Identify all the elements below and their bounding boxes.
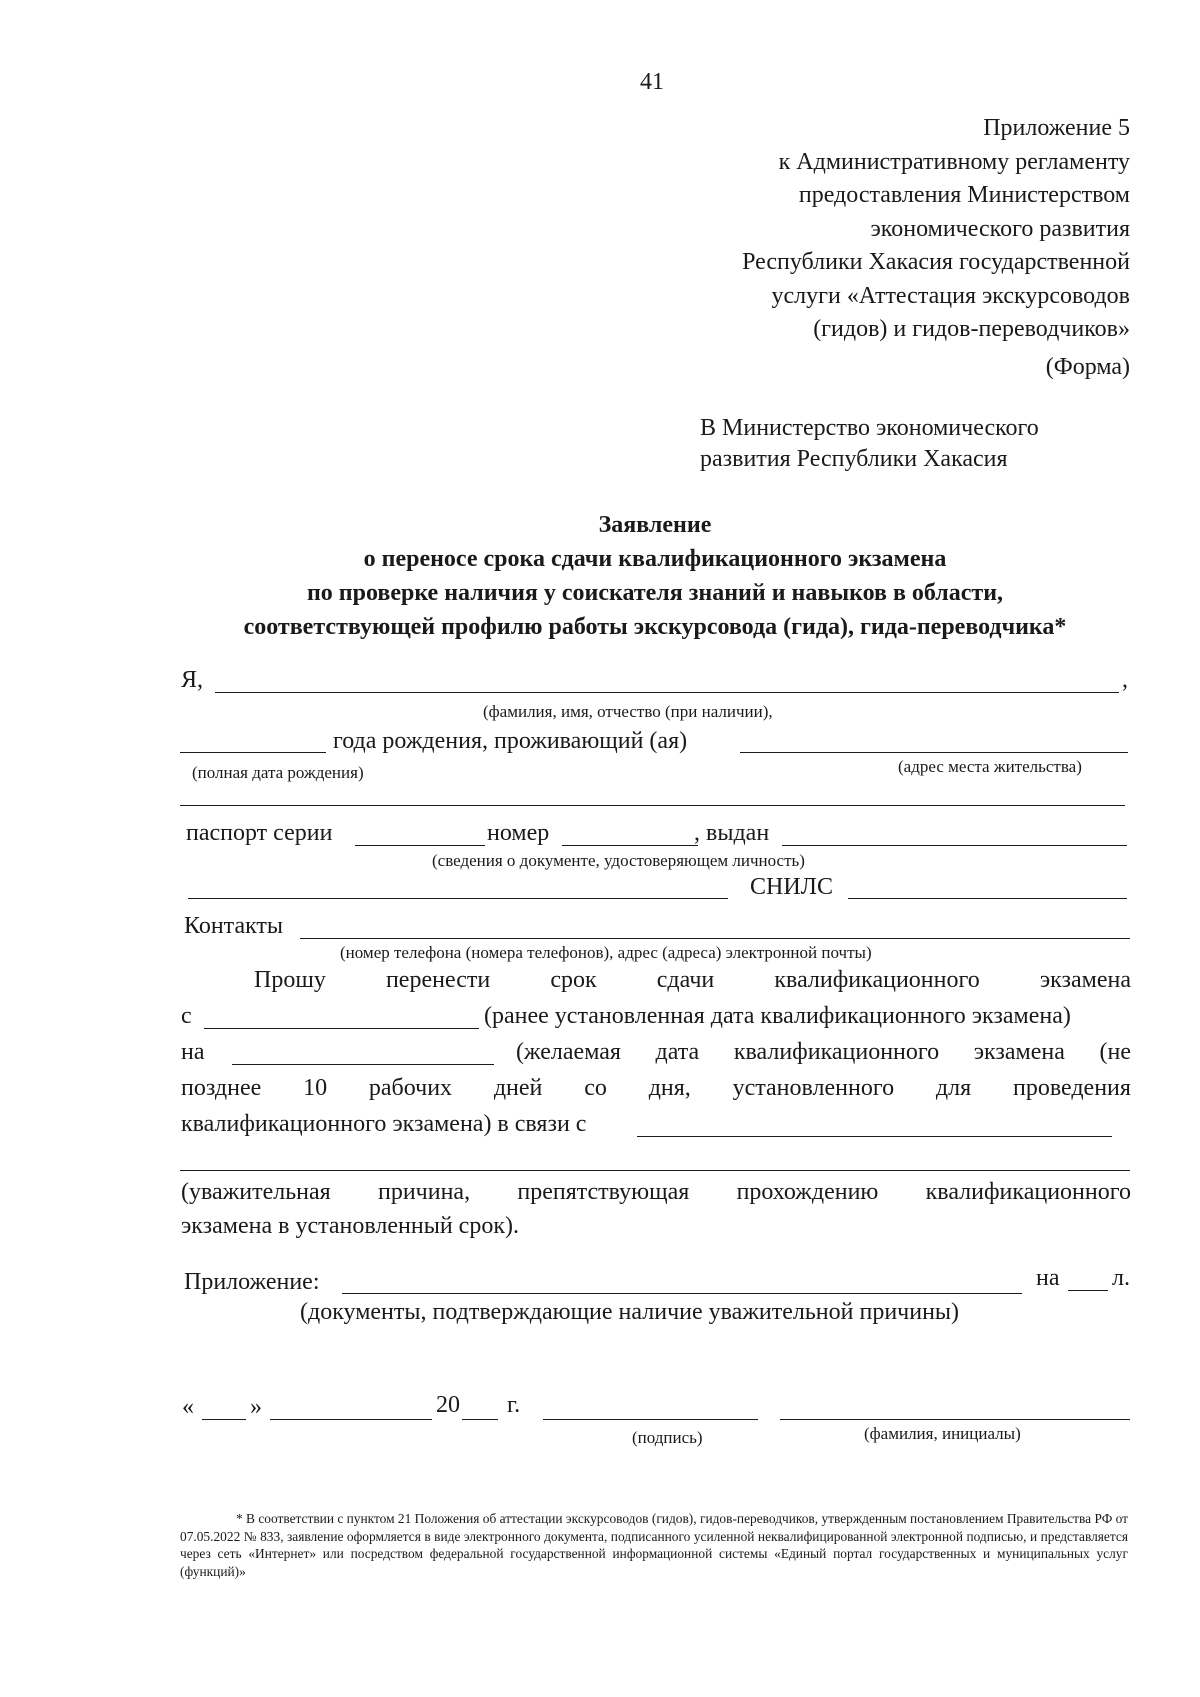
year-suffix: г. <box>507 1392 521 1418</box>
old-date-line[interactable] <box>204 1028 479 1029</box>
document-title <box>0 508 1200 644</box>
reason-hint-end: экзамена в установленный срок). <box>181 1213 519 1239</box>
title-line: по проверке наличия у соискателя знаний и навыков в области, <box>306 580 1004 606</box>
contacts-hint: (номер телефона (номера телефонов), адрес (адреса) электронной почты) <box>340 943 872 962</box>
to-hint-word: дата <box>655 1039 700 1065</box>
title-line: соответствующей профилю работы экскурсовода (гида), гида-переводчика* <box>243 614 1067 640</box>
passport-issued-label: , выдан <box>694 820 770 846</box>
reason-hint-word: (уважительная <box>181 1179 331 1205</box>
from-label: с <box>181 1003 192 1029</box>
attachment-l: л. <box>1112 1265 1130 1291</box>
appendix-line: экономического развития <box>870 215 1130 242</box>
reason-hint-word: квалификационного <box>925 1179 1131 1205</box>
attachment-na: на <box>1036 1265 1060 1291</box>
deadline-word: для <box>935 1075 972 1101</box>
deadline-word: дней <box>493 1075 543 1101</box>
contacts-label: Контакты <box>184 913 284 939</box>
day-line[interactable] <box>202 1419 246 1420</box>
to-label: на <box>181 1039 205 1065</box>
passport-hint: (сведения о документе, удостоверяющем личность) <box>432 851 805 870</box>
reason-line-2[interactable] <box>180 1170 1130 1171</box>
ya-label: Я, <box>181 667 204 693</box>
deadline-word: 10 <box>303 1075 328 1101</box>
footnote: * В соответствии с пунктом 21 Положения об аттестации экскурсоводов (гидов), гидов-переводчиков, утвержденным постановлением Правительства РФ от 07.05.2022 № 833, заявление оформляется в виде электронного документа, подписанного усиленной неквалифицированной электронной подписью, и представляется через сеть «Интернет» или посредством федеральной государственной информационной системы «Единый портал государственных и муниципальных услуг (функций)» <box>180 1511 1128 1579</box>
new-date-line[interactable] <box>232 1064 494 1065</box>
request-word: сдачи <box>656 967 715 993</box>
attachment-label: Приложение: <box>184 1269 320 1295</box>
deadline-word: позднее <box>181 1075 262 1101</box>
year-line[interactable] <box>462 1419 498 1420</box>
request-word: Прошу <box>254 967 326 993</box>
request-word: экзамена <box>1039 967 1131 993</box>
passport-series-label: паспорт серии <box>186 820 333 846</box>
request-word: квалификационного <box>774 967 980 993</box>
title-line: о переносе срока сдачи квалификационного экзамена <box>363 546 947 572</box>
birth-hint: (полная дата рождения) <box>192 763 364 782</box>
attachment-line[interactable] <box>342 1293 1022 1294</box>
name-line[interactable] <box>780 1419 1130 1420</box>
request-word: срок <box>550 967 597 993</box>
address-hint: (адрес места жительства) <box>898 757 1082 776</box>
page-number: 41 <box>640 69 664 95</box>
to-hint-word: экзамена <box>973 1039 1065 1065</box>
request-line <box>254 968 1131 992</box>
name-hint: (фамилия, инициалы) <box>864 1424 1021 1443</box>
snils-label: СНИЛС <box>750 874 833 900</box>
appendix-line: к Административному регламенту <box>778 148 1130 175</box>
to-hint <box>516 1040 1131 1064</box>
signature-hint: (подпись) <box>632 1428 703 1447</box>
deadline-word: дня, <box>648 1075 691 1101</box>
date-quote-close: » <box>250 1394 262 1420</box>
attachment-hint: (документы, подтверждающие наличие уважительной причины) <box>300 1299 960 1325</box>
attachment-pages-line[interactable] <box>1068 1290 1108 1291</box>
signature-line[interactable] <box>543 1419 758 1420</box>
passport-issued-line[interactable] <box>782 845 1127 846</box>
deadline-word: проведения <box>1012 1075 1131 1101</box>
birth-date-line[interactable] <box>180 752 326 753</box>
reason-hint-word: прохождению <box>736 1179 879 1205</box>
reason-hint-word: препятствующая <box>517 1179 690 1205</box>
appendix-line: Приложение 5 <box>983 115 1130 141</box>
birth-label: года рождения, проживающий (ая) <box>333 728 688 754</box>
to-hint-word: квалификационного <box>733 1039 940 1065</box>
year-prefix: 20 <box>436 1392 460 1418</box>
fio-line[interactable] <box>215 692 1119 693</box>
to-hint-word: (желаемая <box>516 1039 621 1065</box>
address-line[interactable] <box>740 752 1128 753</box>
deadline-word: со <box>584 1075 607 1101</box>
date-quote-open: « <box>182 1394 194 1420</box>
addressee-line: развития Республики Хакасия <box>700 446 1008 472</box>
from-hint: (ранее установленная дата квалификационного экзамена) <box>484 1003 1071 1029</box>
reason-label: квалификационного экзамена) в связи с <box>181 1111 587 1137</box>
deadline-line <box>181 1076 1131 1100</box>
deadline-word: установленного <box>732 1075 895 1101</box>
title-line: Заявление <box>598 512 712 538</box>
deadline-word: рабочих <box>368 1075 453 1101</box>
passport-details-line[interactable] <box>188 898 728 899</box>
contacts-line[interactable] <box>300 938 1130 939</box>
request-word: перенести <box>385 967 491 993</box>
appendix-line: предоставления Министерством <box>798 182 1130 208</box>
appendix-line: Республики Хакасия государственной <box>742 249 1130 275</box>
reason-line[interactable] <box>637 1136 1112 1137</box>
passport-number-line[interactable] <box>562 845 698 846</box>
reason-hint-word: причина, <box>377 1179 471 1205</box>
snils-line[interactable] <box>848 898 1127 899</box>
reason-hint <box>181 1180 1131 1204</box>
appendix-block <box>742 112 1130 347</box>
form-label: (Форма) <box>1045 354 1130 380</box>
fio-comma: , <box>1122 667 1128 693</box>
addressee <box>700 413 1039 475</box>
appendix-line: (гидов) и гидов-переводчиков» <box>813 316 1130 342</box>
month-line[interactable] <box>270 1419 432 1420</box>
fio-hint: (фамилия, имя, отчество (при наличии), <box>483 702 773 721</box>
address-line-2[interactable] <box>180 805 1125 806</box>
passport-series-line[interactable] <box>355 845 485 846</box>
appendix-line: услуги «Аттестация экскурсоводов <box>771 282 1130 309</box>
passport-number-label: номер <box>487 820 550 846</box>
to-hint-word: (не <box>1099 1039 1131 1065</box>
addressee-line: В Министерство экономического <box>700 415 1039 441</box>
